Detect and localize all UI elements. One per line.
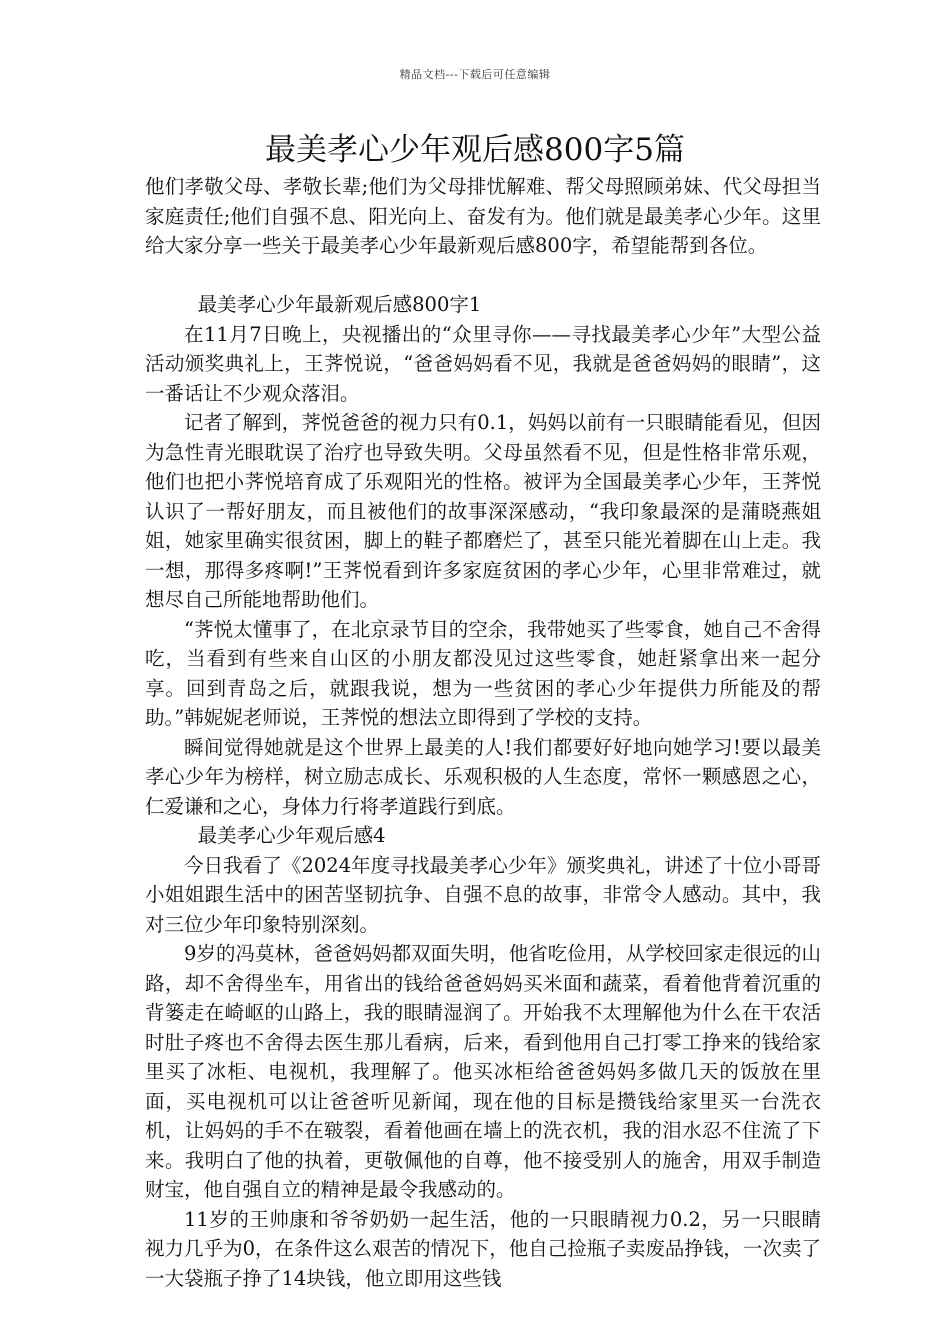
section2-paragraph-3: 11岁的王帅康和爷爷奶奶一起生活，他的一只眼睛视力0.2，另一只眼睛视力几乎为0，在条件这么艰苦的情况下，他自己捡瓶子卖废品挣钱，一次卖了一大袋瓶子挣了14块钱，他立即用这些钱 [145,1207,821,1290]
section-heading-1: 最美孝心少年最新观后感800字1 [197,293,482,316]
section2-paragraph-2: 9岁的冯莫林，爸爸妈妈都双面失明，他省吃俭用，从学校回家走很远的山路，却不舍得坐车，用省出的钱给爸爸妈妈买米面和蔬菜，看着他背着沉重的背篓走在崎岖的山路上，我的眼睛湿润了。开始我不太理解他为什么在干农活时肚子疼也不舍得去医生那儿看病，后来，看到他用自己打零工挣来的钱给家里买了冰柜、电视机，我理解了。他买冰柜给爸爸妈妈多做几天的饭放在里面，买电视机可以让爸爸听见新闻，现在他的目标是攒钱给家里买一台洗衣机，让妈妈的手不在皲裂，看着他画在墙上的洗衣机，我的泪水忍不住流了下来。我明白了他的执着，更敬佩他的自尊，他不接受别人的施舍，用双手制造财宝，他自强自立的精神是最令我感动的。 [145,942,821,1201]
section1-paragraph-1: 在11月7日晚上，央视播出的“众里寻你——寻找最美孝心少年”大型公益活动颁奖典礼上，王荠悦说，“爸爸妈妈看不见，我就是爸爸妈妈的眼睛”，这一番话让不少观众落泪。 [145,322,821,405]
section1-paragraph-3: “荠悦太懂事了，在北京录节目的空余，我带她买了些零食，她自己不舍得吃，当看到有些来自山区的小朋友都没见过这些零食，她赶紧拿出来一起分享。回到青岛之后，就跟我说，想为一些贫困的孝心少年提供力所能及的帮助。”韩妮妮老师说，王荠悦的想法立即得到了学校的支持。 [145,617,821,729]
document-title: 最美孝心少年观后感800字5篇 [265,132,685,168]
section2-paragraph-1: 今日我看了《2024年度寻找最美孝心少年》颁奖典礼，讲述了十位小哥哥小姐姐跟生活中的困苦坚韧抗争、自强不息的故事，非常令人感动。其中，我对三位少年印象特别深刻。 [145,853,821,936]
paragraph-gap [145,261,821,291]
intro-paragraph: 他们孝敬父母、孝敬长辈;他们为父母排忧解难、帮父母照顾弟妹、代父母担当家庭责任;他们自强不息、阳光向上、奋发有为。他们就是最美孝心少年。这里给大家分享一些关于最美孝心少年最新观后感800字，希望能帮到各位。 [145,175,821,257]
page-header: 精品文档---下载后可任意编辑 [399,68,551,81]
section-heading-2: 最美孝心少年观后感4 [197,824,386,847]
document-body [145,172,821,1293]
section1-paragraph-4: 瞬间觉得她就是这个世界上最美的人!我们都要好好地向她学习!要以最美孝心少年为榜样，树立励志成长、乐观积极的人生态度，常怀一颗感恩之心，仁爱谦和之心，身体力行将孝道践行到底。 [145,735,821,818]
section1-paragraph-2: 记者了解到，荠悦爸爸的视力只有0.1，妈妈以前有一只眼睛能看见，但因为急性青光眼耽误了治疗也导致失明。父母虽然看不见，但是性格非常乐观，他们也把小荠悦培育成了乐观阳光的性格。被评为全国最美孝心少年，王荠悦认识了一帮好朋友，而且被他们的故事深深感动，“我印象最深的是蒲晓燕姐姐，她家里确实很贫困，脚上的鞋子都磨烂了，甚至只能光着脚在山上走。我一想，那得多疼啊!”王荠悦看到许多家庭贫困的孝心少年，心里非常难过，就想尽自己所能地帮助他们。 [145,411,821,611]
